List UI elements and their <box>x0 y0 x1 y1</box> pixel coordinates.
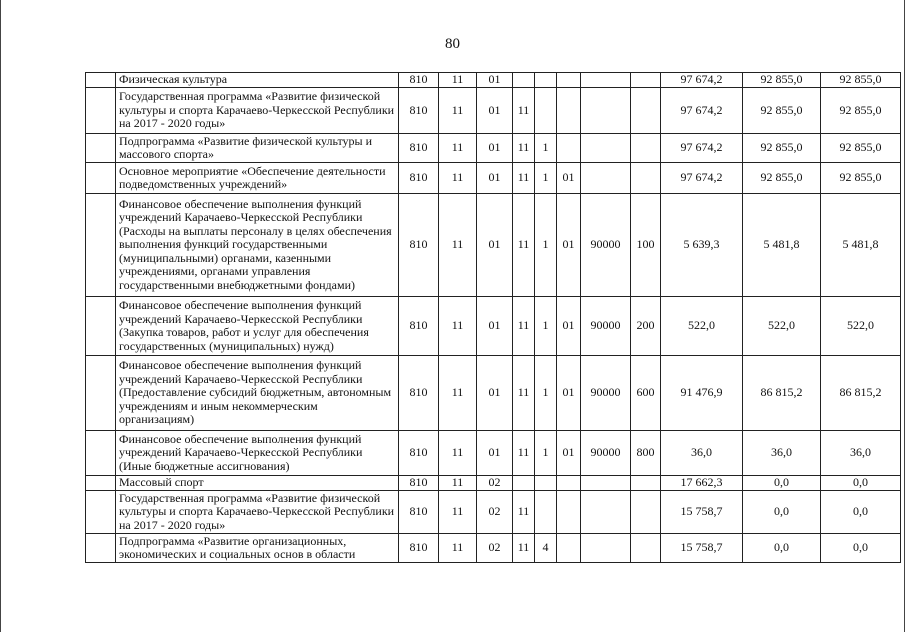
table-row <box>86 88 901 134</box>
activity-code-cell <box>557 88 581 134</box>
section-code-cell: 11 <box>439 297 477 356</box>
ministry-code-cell: 810 <box>399 476 439 491</box>
blank-cell <box>86 134 116 163</box>
amount-year-3-cell: 36,0 <box>821 431 901 476</box>
amount-year-3-cell: 92 855,0 <box>821 163 901 194</box>
direction-code-cell <box>581 163 631 194</box>
expense-type-code-cell <box>631 88 661 134</box>
item-name-cell: Государственная программа «Развитие физической культуры и спорта Карачаево-Черкесской Республики на 2017 - 2020 годы» <box>116 491 399 534</box>
section-code-cell: 11 <box>439 88 477 134</box>
item-name-cell: Основное мероприятие «Обеспечение деятельности подведомственных учреждений» <box>116 163 399 194</box>
direction-code-cell <box>581 491 631 534</box>
section-code-cell: 11 <box>439 134 477 163</box>
direction-code-cell: 90000 <box>581 356 631 431</box>
subprogram-code-cell: 4 <box>535 534 557 563</box>
amount-year-1-cell: 97 674,2 <box>661 163 743 194</box>
table-row <box>86 491 901 534</box>
ministry-code-cell: 810 <box>399 134 439 163</box>
program-code-cell: 11 <box>513 356 535 431</box>
direction-code-cell: 90000 <box>581 431 631 476</box>
table-row <box>86 297 901 356</box>
direction-code-cell <box>581 534 631 563</box>
subprogram-code-cell: 1 <box>535 194 557 297</box>
ministry-code-cell: 810 <box>399 297 439 356</box>
expense-type-code-cell: 600 <box>631 356 661 431</box>
subprogram-code-cell: 1 <box>535 297 557 356</box>
amount-year-2-cell: 0,0 <box>743 491 821 534</box>
subprogram-code-cell: 1 <box>535 431 557 476</box>
direction-code-cell <box>581 134 631 163</box>
budget-table <box>85 72 901 563</box>
amount-year-3-cell: 5 481,8 <box>821 194 901 297</box>
item-name-cell: Подпрограмма «Развитие организационных, экономических и социальных основ в области <box>116 534 399 563</box>
expense-type-code-cell <box>631 73 661 88</box>
activity-code-cell: 01 <box>557 163 581 194</box>
amount-year-1-cell: 15 758,7 <box>661 534 743 563</box>
subsection-code-cell: 01 <box>477 194 513 297</box>
amount-year-3-cell: 0,0 <box>821 491 901 534</box>
table-row <box>86 356 901 431</box>
amount-year-2-cell: 0,0 <box>743 534 821 563</box>
amount-year-2-cell: 92 855,0 <box>743 163 821 194</box>
amount-year-2-cell: 92 855,0 <box>743 88 821 134</box>
amount-year-3-cell: 92 855,0 <box>821 134 901 163</box>
subsection-code-cell: 02 <box>477 491 513 534</box>
subprogram-code-cell: 1 <box>535 134 557 163</box>
subprogram-code-cell <box>535 88 557 134</box>
blank-cell <box>86 491 116 534</box>
amount-year-1-cell: 5 639,3 <box>661 194 743 297</box>
amount-year-2-cell: 5 481,8 <box>743 194 821 297</box>
subsection-code-cell: 01 <box>477 431 513 476</box>
table-row <box>86 476 901 491</box>
subprogram-code-cell <box>535 476 557 491</box>
program-code-cell: 11 <box>513 163 535 194</box>
amount-year-2-cell: 522,0 <box>743 297 821 356</box>
section-code-cell: 11 <box>439 476 477 491</box>
table-row <box>86 73 901 88</box>
direction-code-cell <box>581 88 631 134</box>
blank-cell <box>86 356 116 431</box>
ministry-code-cell: 810 <box>399 534 439 563</box>
blank-cell <box>86 163 116 194</box>
subsection-code-cell: 02 <box>477 534 513 563</box>
amount-year-1-cell: 91 476,9 <box>661 356 743 431</box>
table-row <box>86 534 901 563</box>
expense-type-code-cell <box>631 491 661 534</box>
activity-code-cell <box>557 534 581 563</box>
item-name-cell: Финансовое обеспечение выполнения функций учреждений Карачаево-Черкесской Республики (Расходы на выплаты персоналу в целях обеспечения выполнения функций государственными (муниципальными) органами, казенными учреждениями, органами управления государственными внебюджетными фондами) <box>116 194 399 297</box>
left-edge-line <box>0 0 1 632</box>
subprogram-code-cell: 1 <box>535 163 557 194</box>
direction-code-cell <box>581 476 631 491</box>
subsection-code-cell: 01 <box>477 134 513 163</box>
program-code-cell: 11 <box>513 297 535 356</box>
expense-type-code-cell <box>631 534 661 563</box>
amount-year-1-cell: 36,0 <box>661 431 743 476</box>
section-code-cell: 11 <box>439 491 477 534</box>
activity-code-cell <box>557 476 581 491</box>
item-name-cell: Финансовое обеспечение выполнения функций учреждений Карачаево-Черкесской Республики (Иные бюджетные ассигнования) <box>116 431 399 476</box>
item-name-cell: Финансовое обеспечение выполнения функций учреждений Карачаево-Черкесской Республики (Предоставление субсидий бюджетным, автономным учреждениям и иным некоммерческим организациям) <box>116 356 399 431</box>
amount-year-1-cell: 522,0 <box>661 297 743 356</box>
table-row <box>86 163 901 194</box>
amount-year-2-cell: 92 855,0 <box>743 73 821 88</box>
section-code-cell: 11 <box>439 356 477 431</box>
expense-type-code-cell: 800 <box>631 431 661 476</box>
direction-code-cell: 90000 <box>581 297 631 356</box>
program-code-cell: 11 <box>513 431 535 476</box>
amount-year-3-cell: 92 855,0 <box>821 73 901 88</box>
amount-year-3-cell: 0,0 <box>821 534 901 563</box>
expense-type-code-cell <box>631 163 661 194</box>
blank-cell <box>86 431 116 476</box>
blank-cell <box>86 297 116 356</box>
ministry-code-cell: 810 <box>399 431 439 476</box>
program-code-cell <box>513 73 535 88</box>
program-code-cell <box>513 476 535 491</box>
direction-code-cell: 90000 <box>581 194 631 297</box>
expense-type-code-cell <box>631 476 661 491</box>
ministry-code-cell: 810 <box>399 356 439 431</box>
item-name-cell: Физическая культура <box>116 73 399 88</box>
amount-year-3-cell: 0,0 <box>821 476 901 491</box>
amount-year-3-cell: 522,0 <box>821 297 901 356</box>
blank-cell <box>86 88 116 134</box>
activity-code-cell <box>557 73 581 88</box>
subsection-code-cell: 02 <box>477 476 513 491</box>
program-code-cell: 11 <box>513 88 535 134</box>
subsection-code-cell: 01 <box>477 356 513 431</box>
amount-year-1-cell: 17 662,3 <box>661 476 743 491</box>
table-row <box>86 194 901 297</box>
activity-code-cell: 01 <box>557 356 581 431</box>
program-code-cell: 11 <box>513 491 535 534</box>
expense-type-code-cell: 200 <box>631 297 661 356</box>
subsection-code-cell: 01 <box>477 88 513 134</box>
subprogram-code-cell: 1 <box>535 356 557 431</box>
subprogram-code-cell <box>535 73 557 88</box>
item-name-cell: Государственная программа «Развитие физической культуры и спорта Карачаево-Черкесской Республики на 2017 - 2020 годы» <box>116 88 399 134</box>
ministry-code-cell: 810 <box>399 88 439 134</box>
section-code-cell: 11 <box>439 534 477 563</box>
blank-cell <box>86 476 116 491</box>
amount-year-3-cell: 92 855,0 <box>821 88 901 134</box>
section-code-cell: 11 <box>439 73 477 88</box>
item-name-cell: Финансовое обеспечение выполнения функций учреждений Карачаево-Черкесской Республики (Закупка товаров, работ и услуг для обеспечения государственных (муниципальных) нужд) <box>116 297 399 356</box>
ministry-code-cell: 810 <box>399 491 439 534</box>
amount-year-1-cell: 97 674,2 <box>661 73 743 88</box>
section-code-cell: 11 <box>439 163 477 194</box>
activity-code-cell <box>557 134 581 163</box>
expense-type-code-cell <box>631 134 661 163</box>
subsection-code-cell: 01 <box>477 297 513 356</box>
blank-cell <box>86 73 116 88</box>
activity-code-cell <box>557 491 581 534</box>
activity-code-cell: 01 <box>557 194 581 297</box>
item-name-cell: Массовый спорт <box>116 476 399 491</box>
page-number: 80 <box>445 36 460 52</box>
amount-year-1-cell: 97 674,2 <box>661 134 743 163</box>
subprogram-code-cell <box>535 491 557 534</box>
program-code-cell: 11 <box>513 134 535 163</box>
expense-type-code-cell: 100 <box>631 194 661 297</box>
ministry-code-cell: 810 <box>399 194 439 297</box>
amount-year-1-cell: 97 674,2 <box>661 88 743 134</box>
table-row <box>86 431 901 476</box>
activity-code-cell: 01 <box>557 297 581 356</box>
amount-year-2-cell: 86 815,2 <box>743 356 821 431</box>
direction-code-cell <box>581 73 631 88</box>
blank-cell <box>86 534 116 563</box>
program-code-cell: 11 <box>513 194 535 297</box>
amount-year-2-cell: 0,0 <box>743 476 821 491</box>
subsection-code-cell: 01 <box>477 163 513 194</box>
blank-cell <box>86 194 116 297</box>
item-name-cell: Подпрограмма «Развитие физической культуры и массового спорта» <box>116 134 399 163</box>
amount-year-2-cell: 92 855,0 <box>743 134 821 163</box>
activity-code-cell: 01 <box>557 431 581 476</box>
amount-year-2-cell: 36,0 <box>743 431 821 476</box>
ministry-code-cell: 810 <box>399 73 439 88</box>
ministry-code-cell: 810 <box>399 163 439 194</box>
table-row <box>86 134 901 163</box>
program-code-cell: 11 <box>513 534 535 563</box>
subsection-code-cell: 01 <box>477 73 513 88</box>
section-code-cell: 11 <box>439 431 477 476</box>
amount-year-1-cell: 15 758,7 <box>661 491 743 534</box>
section-code-cell: 11 <box>439 194 477 297</box>
amount-year-3-cell: 86 815,2 <box>821 356 901 431</box>
